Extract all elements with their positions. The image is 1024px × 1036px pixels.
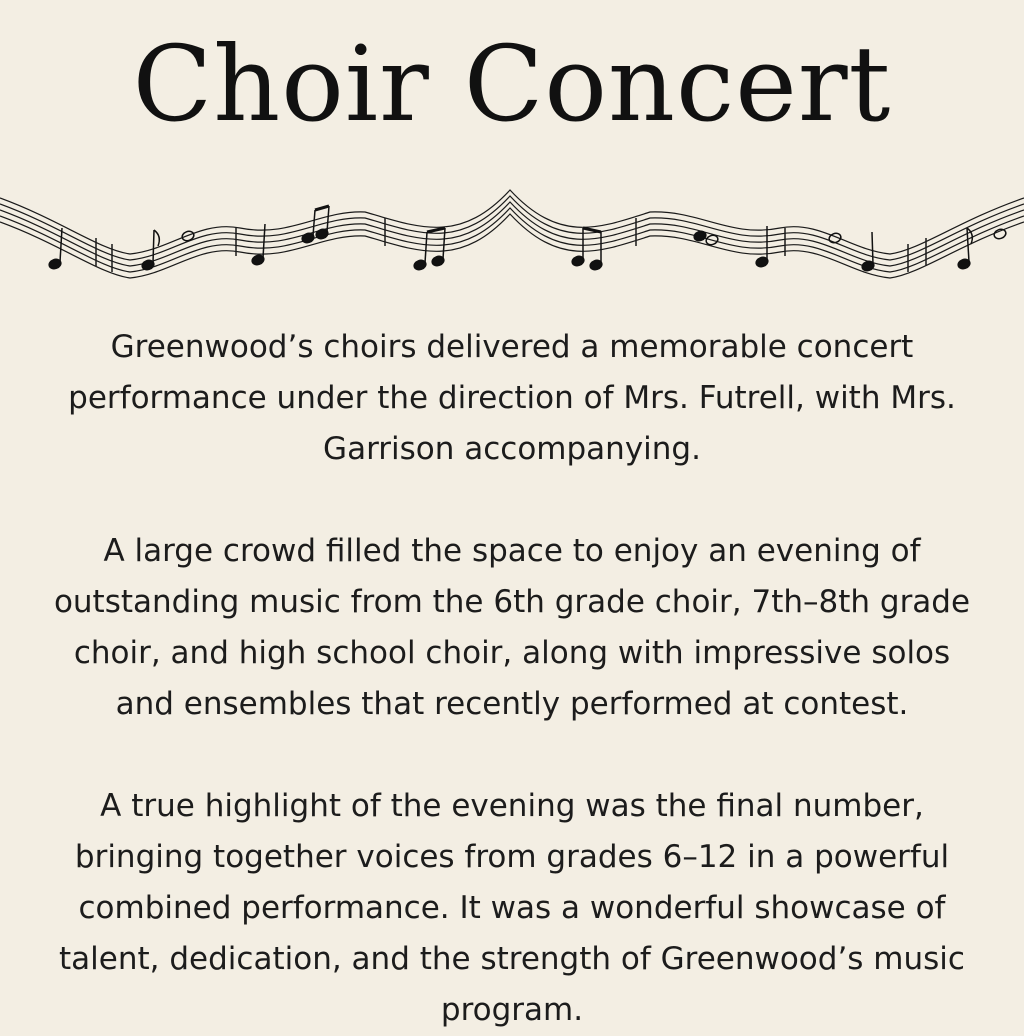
article-body [40,322,984,1036]
paragraph-crowd: A large crowd filled the space to enjoy an evening of outstanding music from the 6th grade choir, 7th–8th grade choir, and high school choir, along with impressive solos and ensembles that recently performed at contest. [53,533,971,722]
paragraph-intro: Greenwood’s choirs delivered a memorable concert performance under the direction of Mrs. Futrell, with Mrs. Garrison accompanying. [68,329,956,467]
music-staff-banner [0,180,1024,300]
page-title: Choir Concert [132,23,892,145]
music-notes [48,206,1007,272]
paragraph-highlight: A true highlight of the evening was the final number, bringing together voices from grades 6–12 in a powerful combined performance. It was a wonderful showcase of talent, dedication, and the strength of Greenwood’s music program. [59,788,965,1028]
